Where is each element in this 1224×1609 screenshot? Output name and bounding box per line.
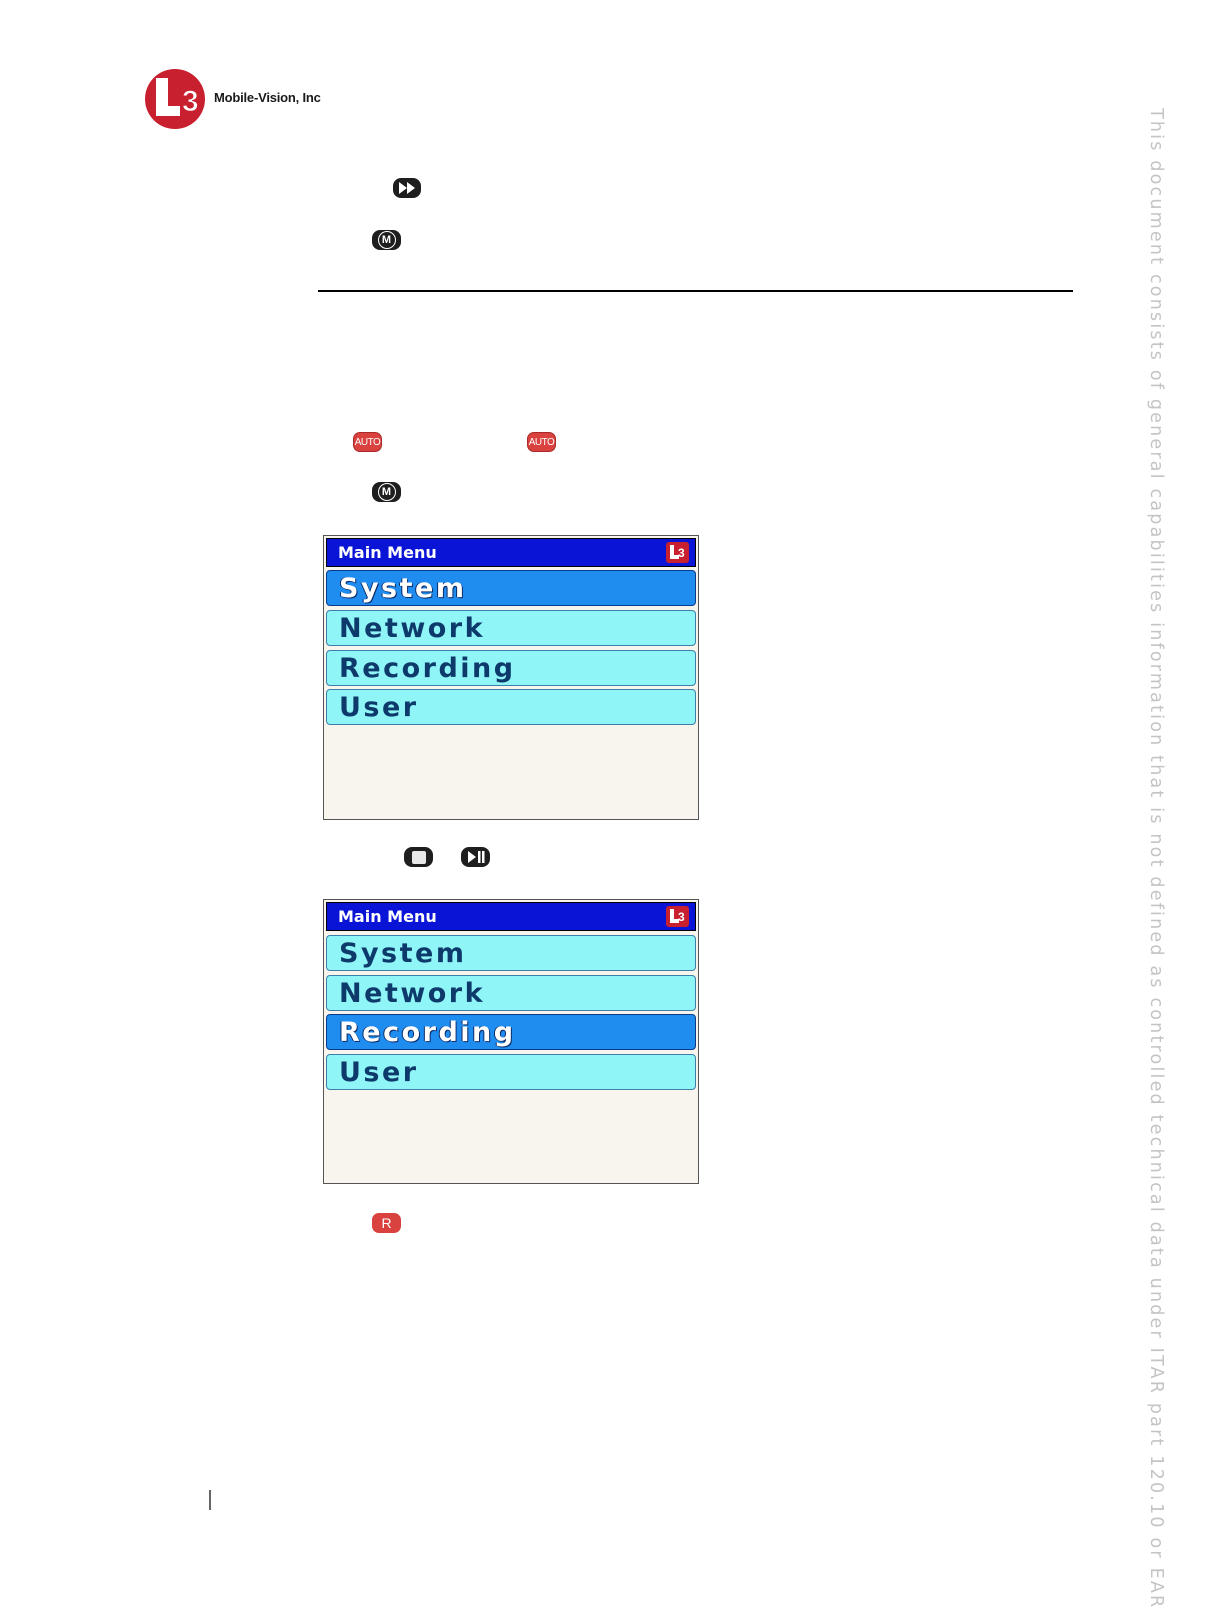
record-button-label: R xyxy=(381,1215,392,1231)
l3-logo-icon xyxy=(666,542,689,563)
page-margin-mark xyxy=(209,1490,211,1510)
auto-button-icon xyxy=(353,432,382,452)
itar-watermark: This document consists of general capabilities information that is not defined as controlled technical data under ITAR part 120.10 or EAR xyxy=(1146,108,1166,1609)
menu-item-network[interactable] xyxy=(326,975,696,1011)
menu-button-label: M xyxy=(378,231,396,249)
menu-item-recording[interactable] xyxy=(326,1014,696,1050)
auto-button-icon xyxy=(527,432,556,452)
stop-button-icon xyxy=(404,847,433,867)
menu-item-label: User xyxy=(339,692,419,723)
menu-item-label: System xyxy=(339,938,467,969)
screen-title-bar xyxy=(326,902,696,931)
screen-title: Main Menu xyxy=(338,543,437,562)
menu-button-icon xyxy=(372,482,401,502)
menu-item-label: Recording xyxy=(339,1017,516,1048)
svg-text:3: 3 xyxy=(182,85,199,118)
l3-logo-icon xyxy=(666,906,689,927)
svg-text:3: 3 xyxy=(678,910,685,924)
menu-button-icon xyxy=(372,230,401,250)
play-pause-button-icon xyxy=(461,847,490,867)
menu-item-system[interactable] xyxy=(326,935,696,971)
l3-logo-icon xyxy=(142,68,208,130)
menu-item-label: System xyxy=(339,573,467,604)
menu-item-user[interactable] xyxy=(326,1054,696,1090)
screen-title-bar xyxy=(326,538,696,567)
auto-button-label: AUTO xyxy=(354,436,381,448)
menu-button-label: M xyxy=(378,483,396,501)
svg-text:3: 3 xyxy=(678,546,685,560)
menu-item-user[interactable] xyxy=(326,689,696,725)
menu-item-label: Network xyxy=(339,978,486,1009)
company-name: Mobile-Vision, Inc xyxy=(214,90,321,105)
menu-item-label: User xyxy=(339,1057,419,1088)
main-menu-screen-recording-selected xyxy=(323,899,699,1184)
menu-item-recording[interactable] xyxy=(326,650,696,686)
fast-forward-button-icon xyxy=(393,178,421,198)
record-button-icon xyxy=(372,1213,401,1233)
main-menu-screen-system-selected xyxy=(323,535,699,820)
stop-square-icon xyxy=(412,851,426,864)
menu-item-system[interactable] xyxy=(326,570,696,606)
menu-item-network[interactable] xyxy=(326,610,696,646)
menu-item-label: Recording xyxy=(339,653,516,684)
section-divider xyxy=(318,290,1073,292)
menu-item-label: Network xyxy=(339,613,486,644)
screen-title: Main Menu xyxy=(338,907,437,926)
auto-button-label: AUTO xyxy=(528,436,555,448)
